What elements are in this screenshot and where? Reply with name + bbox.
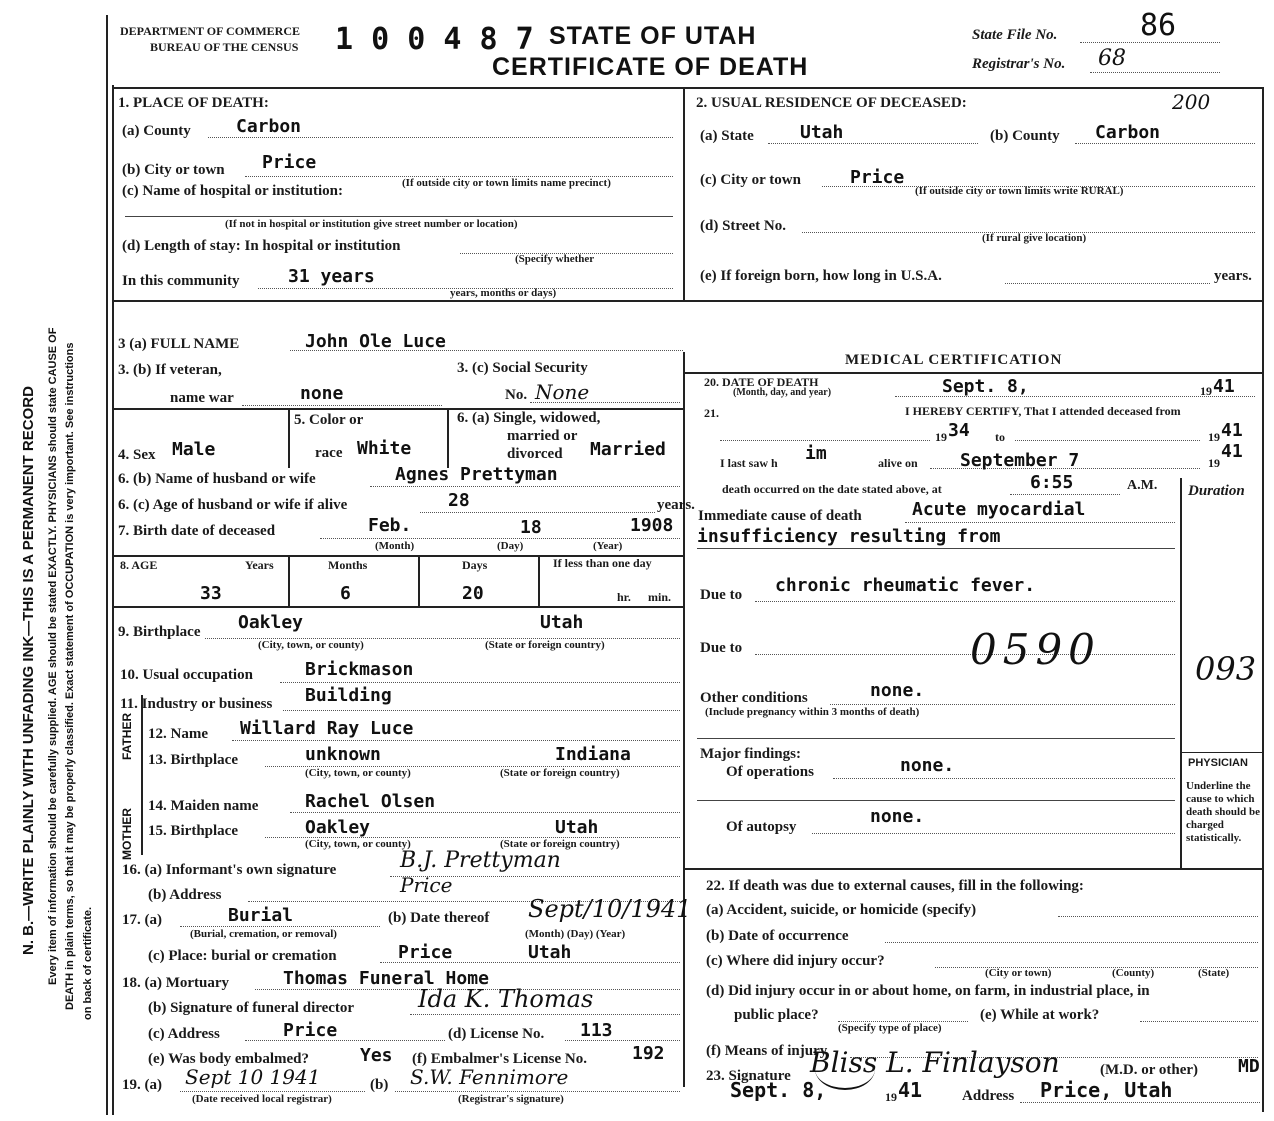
last-saw-date: September 7 [960, 450, 1080, 471]
certify-to-line [1015, 440, 1200, 441]
registrar-no-value: 68 [1098, 46, 1126, 71]
duration-heading: Duration [1188, 483, 1245, 499]
operations-rule [697, 800, 1175, 801]
registrar-sig-line [395, 1091, 680, 1092]
alive-label: alive on [878, 456, 918, 470]
side-note-instructions-3: on back of certificate. [82, 906, 94, 1020]
director-label: (b) Signature of funeral director [148, 1000, 355, 1016]
right-border [1262, 87, 1264, 1112]
birth-date-line [320, 538, 680, 539]
spouse-line [370, 486, 680, 487]
middle-divider [683, 352, 685, 1087]
occupation-value: Brickmason [305, 659, 414, 680]
dod-year-value: 41 [1213, 376, 1235, 397]
sig-year-prefix: 19 [885, 1090, 897, 1104]
certify-from-line [720, 440, 930, 441]
signature-label: 23. Signature [706, 1068, 791, 1084]
sex-label: 4. Sex [118, 447, 156, 463]
burial-date-value: Sept/10/1941 [528, 895, 692, 923]
other-conditions-value: none. [870, 680, 925, 701]
age-min-label: min. [648, 590, 672, 604]
embalmed-label: (e) Was body embalmed? [148, 1051, 309, 1067]
due-to-line-2 [755, 654, 1175, 655]
burial-address-line [245, 1040, 445, 1041]
res-location-note: (If rural give location) [982, 232, 1087, 244]
mother-state-note: (State or foreign country) [500, 838, 620, 850]
spouse-age-value: 28 [448, 490, 470, 511]
autopsy-value: none. [870, 806, 925, 827]
other-conditions-line [830, 704, 1175, 705]
pod-county-value: Carbon [236, 116, 302, 137]
operations-value: none. [900, 755, 955, 776]
autopsy-line [812, 833, 1175, 834]
physician-box-line [1180, 752, 1262, 753]
war-value: none [300, 383, 344, 404]
certify-number: 21. [704, 406, 719, 420]
operations-label: Of operations [726, 764, 814, 780]
last-saw-prefix: 19 [1208, 456, 1220, 470]
other-conditions-label: Other conditions [700, 690, 808, 706]
external-e-line [1140, 1021, 1258, 1022]
res-state-line [768, 143, 978, 144]
race-label: race [315, 445, 343, 461]
res-county-label: (b) County [990, 128, 1060, 144]
dept-line-2: BUREAU OF THE CENSUS [150, 40, 299, 54]
pod-specify-note: (Specify whether [515, 253, 595, 265]
race-divider [447, 408, 449, 468]
father-name-label: 12. Name [148, 726, 208, 742]
received-note: (Date received local registrar) [192, 1093, 332, 1105]
registrar-sig-label: (b) [370, 1077, 389, 1093]
birthplace-label: 9. Birthplace [118, 624, 201, 640]
industry-value: Building [305, 685, 392, 706]
external-county-note: (County) [1112, 967, 1155, 979]
pod-street-note: (If not in hospital or institution give street number or location) [225, 218, 518, 230]
birthplace-state-value: Utah [540, 612, 584, 633]
pod-hospital-label: (c) Name of hospital or institution: [122, 183, 343, 199]
birth-month-note: (Month) [375, 540, 415, 552]
dod-note: (Month, day, and year) [733, 387, 832, 398]
md-label: (M.D. or other) [1100, 1062, 1199, 1078]
sex-value: Male [172, 439, 216, 460]
immediate-cause-label: Immediate cause of death [698, 508, 862, 524]
informant-signature: B.J. Prettyman [400, 848, 561, 873]
birth-day-value: 18 [520, 517, 542, 538]
age-hr-label: hr. [617, 590, 631, 604]
certificate-number: 1 0 0 4 8 7 [335, 22, 534, 57]
external-a-line [1058, 916, 1258, 917]
code-handwritten: 0590 [970, 625, 1101, 674]
birth-year-value: 1908 [630, 515, 674, 536]
from-prefix: 19 [935, 430, 947, 444]
age-days-head: Days [462, 558, 488, 572]
birth-year-note: (Year) [593, 540, 623, 552]
mother-name-value: Rachel Olsen [305, 791, 436, 812]
birthplace-city-value: Oakley [238, 612, 304, 633]
mother-name-line [290, 812, 680, 813]
father-name-line [232, 740, 680, 741]
immediate-cause-line [905, 522, 1175, 523]
informant-address-value: Price [400, 873, 453, 897]
age-lessday-head: If less than one day [553, 556, 652, 570]
res-foreign-line [1005, 283, 1210, 284]
embalmer-label: (f) Embalmer's License No. [412, 1051, 587, 1067]
burial-address-value: Price [283, 1020, 338, 1041]
state-file-value: 86 [1140, 8, 1177, 43]
age-label: 8. AGE [120, 558, 158, 572]
mother-name-label: 14. Maiden name [148, 798, 259, 814]
pod-hospital-line [125, 216, 673, 217]
external-b: (b) Date of occurrence [706, 928, 849, 944]
pod-hospital-note: (If outside city or town limits name precinct) [402, 177, 611, 189]
physician-heading: PHYSICIAN [1188, 757, 1248, 769]
ss-no-value: None [535, 380, 590, 404]
to-year-value: 41 [1221, 420, 1243, 441]
father-birthplace-city: unknown [305, 744, 381, 765]
embalmer-value: 192 [632, 1043, 665, 1064]
birth-month-value: Feb. [368, 515, 412, 536]
registrar-no-label: Registrar's No. [972, 56, 1066, 72]
certify-text: I HEREBY CERTIFY, That I attended deceased from [905, 404, 1181, 418]
father-birthplace-label: 13. Birthplace [148, 752, 238, 768]
registrar-no-line [1090, 72, 1220, 73]
birthplace-state-note: (State or foreign country) [485, 639, 605, 651]
residence-code: 200 [1172, 90, 1211, 114]
sig-date-value: Sept. 8, [730, 1078, 827, 1102]
marital-label-2: married or [507, 428, 578, 444]
color-label: 5. Color or [294, 412, 364, 428]
other-conditions-rule [697, 738, 1175, 739]
ss-label: 3. (c) Social Security [457, 360, 588, 376]
residence-heading: 2. USUAL RESIDENCE OF DECEASED: [696, 95, 967, 111]
top-divider [683, 87, 685, 300]
dod-month-value: Sept. 8, [942, 376, 1029, 397]
pod-community-value: 31 years [288, 266, 375, 287]
external-heading: 22. If death was due to external causes, fill in the following: [706, 878, 1084, 894]
burial-method-value: Burial [228, 905, 294, 926]
last-saw-pronoun: im [805, 443, 827, 464]
occupation-line [280, 682, 680, 683]
code-right: 093 [1195, 650, 1257, 688]
external-e: (e) While at work? [980, 1007, 1100, 1023]
medical-heading-line [683, 372, 1262, 374]
sig-year-value: 41 [898, 1078, 923, 1102]
embalmed-value: Yes [360, 1045, 393, 1066]
burial-place-state: Utah [528, 942, 572, 963]
external-f: (f) Means of injury [706, 1043, 828, 1059]
father-side-label: FATHER [120, 712, 134, 760]
pod-units-note: years, months or days) [450, 287, 557, 299]
external-public-label: public place? [734, 1007, 819, 1023]
age-days-value: 20 [462, 583, 484, 604]
age-divider-2 [418, 555, 420, 606]
last-saw-year: 41 [1221, 441, 1243, 462]
received-label: 19. (a) [122, 1077, 162, 1093]
industry-label: 11. Industry or business [120, 696, 273, 712]
to-label: to [995, 430, 1005, 444]
burial-address-label: (c) Address [148, 1026, 220, 1042]
father-birthplace-state: Indiana [555, 744, 631, 765]
marital-value: Married [590, 439, 666, 460]
medical-heading: MEDICAL CERTIFICATION [845, 352, 1063, 368]
physician-signature: Bliss L. Finlayson [810, 1046, 1060, 1079]
external-c: (c) Where did injury occur? [706, 953, 885, 969]
spouse-age-line [420, 512, 655, 513]
fullname-value: John Ole Luce [305, 331, 446, 352]
age-years-head: Years [245, 558, 274, 572]
spouse-years-label: years. [657, 497, 695, 513]
birthplace-city-note: (City, town, or county) [258, 639, 364, 651]
birth-date-label: 7. Birth date of deceased [118, 523, 276, 539]
cause-line-1: Acute myocardial [912, 499, 1086, 520]
external-d: (d) Did injury occur in or about home, on farm, in industrial place, in [706, 983, 1150, 999]
war-line [242, 405, 442, 406]
mother-side-label: MOTHER [120, 808, 134, 860]
res-rural-note: (If outside city or town limits write RURAL) [915, 185, 1124, 197]
sig-address-line [1020, 1102, 1260, 1103]
sex-divider [288, 408, 290, 468]
top-border [112, 87, 1262, 89]
fullname-label: 3 (a) FULL NAME [118, 336, 240, 352]
operations-line [833, 778, 1175, 779]
mother-birthplace-state: Utah [555, 817, 599, 838]
burial-place-label: (c) Place: burial or cremation [148, 948, 337, 964]
res-street-label: (d) Street No. [700, 218, 786, 234]
pod-county-line [208, 137, 673, 138]
burial-method-line [180, 926, 380, 927]
mortuary-label: 18. (a) Mortuary [122, 975, 230, 991]
age-divider-3 [538, 555, 540, 606]
father-state-note: (State or foreign country) [500, 767, 620, 779]
birth-day-note: (Day) [497, 540, 524, 552]
age-months-value: 6 [340, 583, 351, 604]
pod-city-value: Price [262, 152, 317, 173]
informant-sig-label: 16. (a) Informant's own signature [122, 862, 337, 878]
duration-divider [1180, 478, 1182, 868]
row-line-8 [112, 606, 683, 608]
director-signature: Ida K. Thomas [418, 985, 594, 1013]
mother-birthplace-label: 15. Birthplace [148, 823, 238, 839]
autopsy-label: Of autopsy [726, 819, 797, 835]
burial-label: 17. (a) [122, 912, 162, 928]
industry-line [283, 710, 680, 711]
sig-address-label: Address [962, 1088, 1015, 1104]
dept-line-1: DEPARTMENT OF COMMERCE [120, 24, 301, 38]
license-value: 113 [580, 1020, 613, 1041]
res-city-value: Price [850, 167, 905, 188]
left-inner-border [112, 85, 114, 1115]
war-label: name war [170, 390, 234, 406]
external-a: (a) Accident, suicide, or homicide (specify) [706, 902, 977, 918]
res-state-value: Utah [800, 122, 844, 143]
received-date: Sept 10 1941 [185, 1065, 321, 1089]
due-to-line-1 [755, 601, 1175, 602]
received-line [180, 1091, 365, 1092]
burial-date-note: (Month) (Day) (Year) [525, 928, 626, 940]
age-divider-1 [288, 555, 290, 606]
external-type-note: (Specify type of place) [838, 1022, 942, 1034]
marital-label-1: 6. (a) Single, widowed, [457, 410, 601, 426]
registrar-sig-note: (Registrar's signature) [458, 1093, 564, 1105]
external-city-note: (City or town) [985, 967, 1052, 979]
parents-bracket [141, 695, 143, 855]
external-state-note: (State) [1198, 967, 1230, 979]
burial-date-label: (b) Date thereof [388, 910, 490, 926]
res-city-label: (c) City or town [700, 172, 801, 188]
age-months-head: Months [328, 558, 368, 572]
external-b-line [885, 942, 1258, 943]
cause-line-2: insufficiency resulting from [697, 526, 1001, 547]
res-county-line [1075, 143, 1255, 144]
am-label: A.M. [1127, 478, 1158, 493]
spouse-value: Agnes Prettyman [395, 464, 558, 485]
license-label: (d) License No. [448, 1026, 545, 1042]
registrar-signature: S.W. Fennimore [410, 1065, 569, 1089]
side-note-instructions-1: Every item of information should be carefully supplied. AGE should be stated EXACTLY. PHYSICIANS should state CAUSE OF [47, 327, 59, 985]
ss-no-label: No. [505, 387, 528, 403]
major-findings-label: Major findings: [700, 746, 801, 762]
external-causes-line [683, 868, 1262, 870]
mother-city-note: (City, town, or county) [305, 838, 411, 850]
pregnancy-note: (Include pregnancy within 3 months of death) [705, 706, 920, 718]
section-divider [112, 300, 1262, 302]
occupation-label: 10. Usual occupation [120, 667, 253, 683]
father-city-note: (City, town, or county) [305, 767, 411, 779]
pod-city-label: (b) City or town [122, 162, 225, 178]
physician-note: Underline the cause to which death should be charged statistically. [1186, 780, 1260, 844]
res-foreign-label: (e) If foreign born, how long in U.S.A. [700, 268, 942, 284]
due-to-label-1: Due to [700, 587, 743, 603]
res-county-value: Carbon [1095, 122, 1161, 143]
pod-county-label: (a) County [122, 123, 191, 139]
pod-stay-label: (d) Length of stay: In hospital or institution [122, 238, 401, 254]
due-to-label-2: Due to [700, 640, 743, 656]
sig-address-value: Price, Utah [1040, 1078, 1173, 1102]
res-state-label: (a) State [700, 128, 754, 144]
age-years-value: 33 [200, 583, 222, 604]
spouse-label: 6. (b) Name of husband or wife [118, 471, 316, 487]
place-of-death-heading: 1. PLACE OF DEATH: [118, 95, 269, 111]
burial-place-city: Price [398, 942, 453, 963]
director-line [410, 1014, 680, 1015]
certificate-title: CERTIFICATE OF DEATH [492, 53, 809, 81]
informant-address-label: (b) Address [148, 887, 222, 903]
death-time-line [1010, 494, 1120, 495]
from-year-value: 34 [948, 420, 970, 441]
res-years-label: years. [1214, 268, 1252, 284]
father-name-value: Willard Ray Luce [240, 718, 414, 739]
pod-community-label: In this community [122, 273, 240, 289]
cause-line-2-rule [697, 548, 1175, 549]
last-saw-label: I last saw h [720, 456, 778, 470]
dod-label: 20. DATE OF DEATH [704, 375, 819, 389]
dod-year-prefix: 19 [1200, 384, 1212, 398]
md-value: MD [1238, 1056, 1260, 1077]
side-note-permanent-record: N. B.—WRITE PLAINLY WITH UNFADING INK—THIS IS A PERMANENT RECORD [20, 386, 37, 955]
marital-label-3: divorced [507, 446, 563, 462]
due-to-value-1: chronic rheumatic fever. [775, 575, 1036, 596]
left-border [106, 15, 108, 1115]
mortuary-value: Thomas Funeral Home [283, 968, 489, 989]
death-at-label: death occurred on the date stated above, at [722, 482, 942, 496]
veteran-label: 3. (b) If veteran, [118, 362, 222, 378]
state-file-label: State File No. [972, 27, 1058, 43]
side-note-instructions-2: DEATH in plain terms, so that it may be properly classified. Exact statement of OCCUPATION is very important. See instructions [64, 342, 76, 1010]
race-value: White [357, 438, 412, 459]
death-time-value: 6:55 [1030, 472, 1074, 493]
state-title: STATE OF UTAH [549, 22, 757, 50]
to-prefix: 19 [1208, 430, 1220, 444]
mother-birthplace-city: Oakley [305, 817, 371, 838]
spouse-age-label: 6. (c) Age of husband or wife if alive [118, 497, 348, 513]
burial-method-note: (Burial, cremation, or removal) [190, 928, 337, 940]
